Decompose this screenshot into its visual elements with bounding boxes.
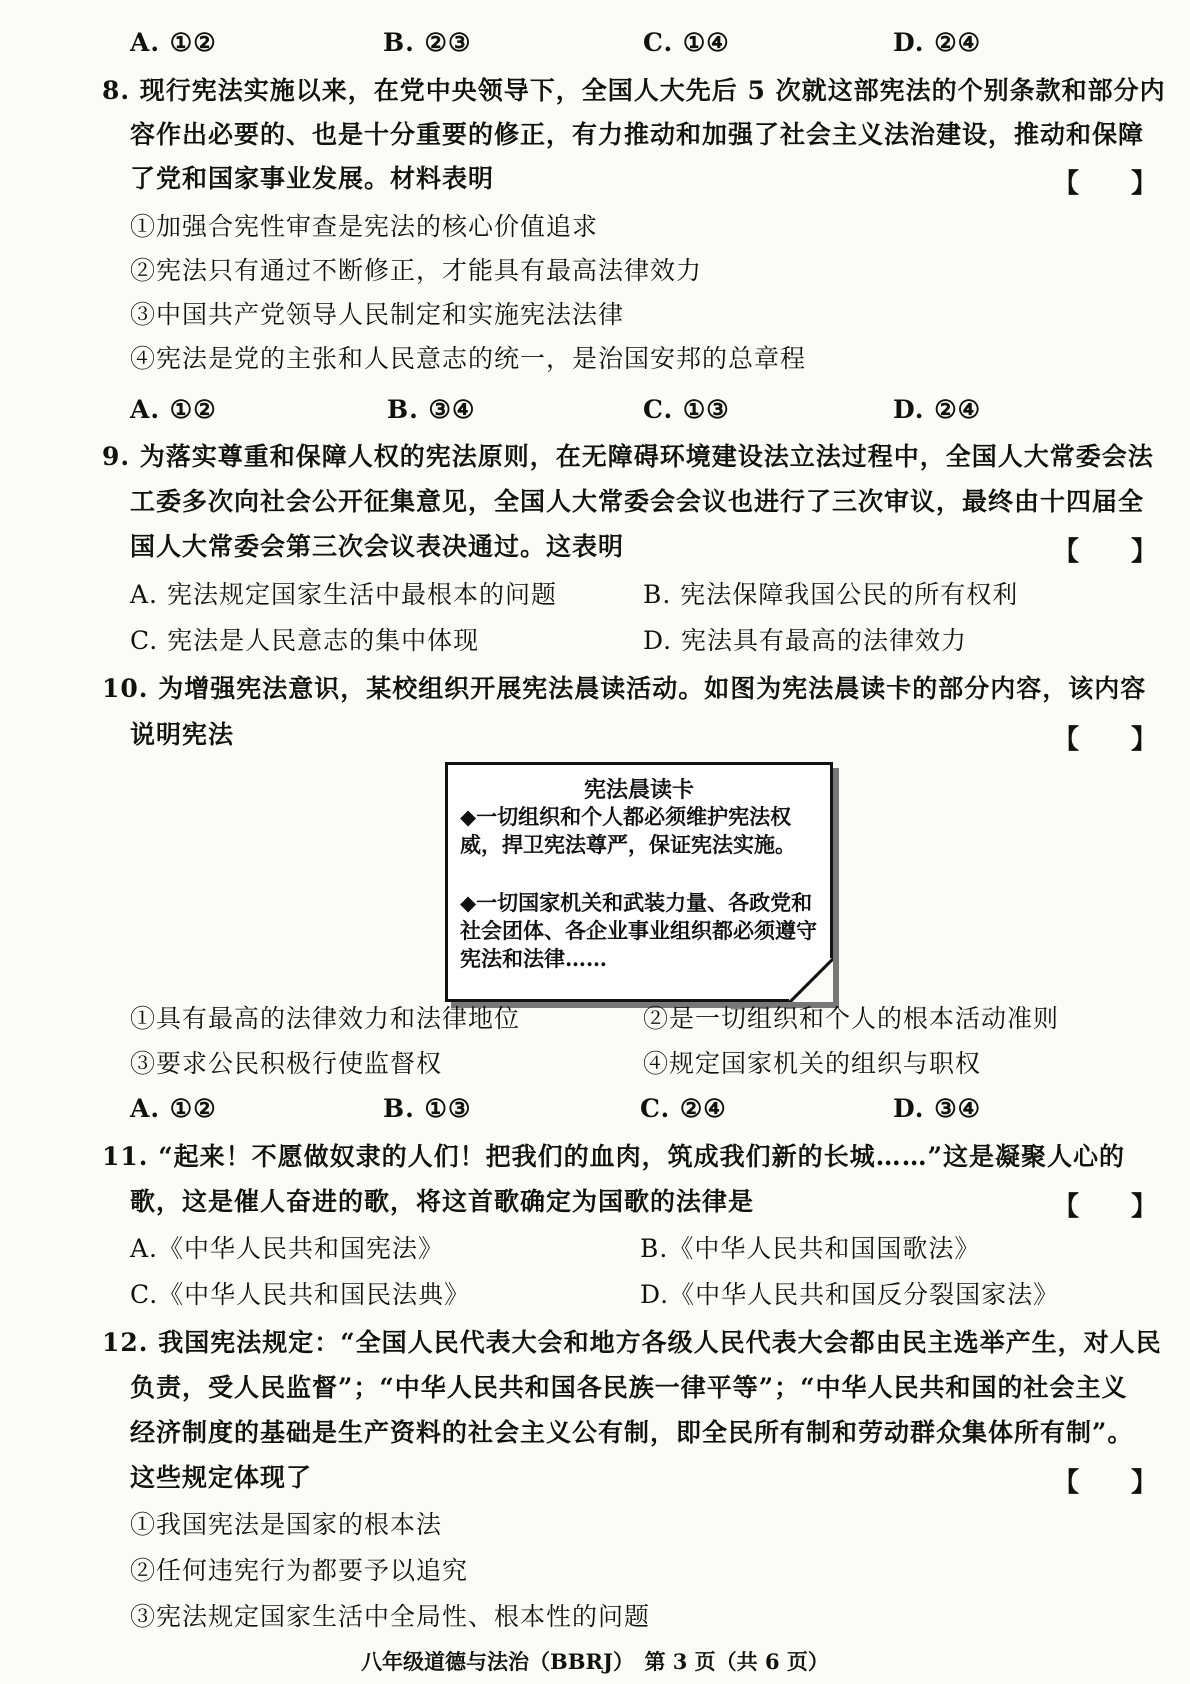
card-item: ◆一切国家机关和武装力量、各政党和社会团体、各企业事业组织都必须遵守宪法和法律…… [460,890,817,971]
q8-statement: ③中国共产党领导人民制定和实施宪法法律 [130,300,625,329]
q8-stem-line: 容作出必要的、也是十分重要的修正，有力推动和加强了社会主义法治建设，推动和保障 [130,120,1145,149]
q10-statement: ④规定国家机关的组织与职权 [643,1049,982,1078]
q11-stem-line: 11. “起来！不愿做奴隶的人们！把我们的血肉，筑成我们新的长城……”这是凝聚人心的 [102,1142,1125,1171]
q12-statement: ①我国宪法是国家的根本法 [130,1510,443,1539]
q12-stem-line: 这些规定体现了 [130,1463,313,1492]
q10-stem-line: 说明宪法 [130,720,235,749]
q10-stem-line: 10. 为增强宪法意识，某校组织开展宪法晨读活动。如图为宪法晨读卡的部分内容，该内容 [102,674,1147,703]
q10-option-b: B. ①③ [383,1094,472,1123]
q11-option-b: B.《中华人民共和国国歌法》 [640,1234,981,1263]
constitution-reading-card [445,762,833,1002]
q12-statement: ③宪法规定国家生活中全局性、根本性的问题 [130,1602,651,1631]
q9-option-b: B. 宪法保障我国公民的所有权利 [643,580,1019,609]
q10-answer-bracket[interactable]: 【 】 [1053,725,1158,755]
q8-option-b: B. ③④ [387,395,476,424]
q10-option-d: D. ③④ [893,1094,982,1123]
q8-stem-line: 了党和国家事业发展。材料表明 [130,164,495,193]
q8-option-d: D. ②④ [893,395,982,424]
q11-option-d: D.《中华人民共和国反分裂国家法》 [640,1280,1060,1309]
q8-statement: ①加强合宪性审查是宪法的核心价值追求 [130,212,599,241]
page-footer: 八年级道德与法治（BBRJ） 第 3 页（共 6 页） [361,1649,829,1674]
q9-stem-line: 工委多次向社会公开征集意见，全国人大常委会会议也进行了三次审议，最终由十四届全 [130,487,1145,516]
q9-option-d: D. 宪法具有最高的法律效力 [643,626,968,655]
q12-stem-line: 经济制度的基础是生产资料的社会主义公有制，即全民所有制和劳动群众集体所有制”。 [130,1418,1134,1447]
q9-option-a: A. 宪法规定国家生活中最根本的问题 [130,580,557,609]
q7-option-b: B. ②③ [383,28,472,57]
q9-stem-line: 9. 为落实尊重和保障人权的宪法原则，在无障碍环境建设法立法过程中，全国人大常委会法 [102,442,1154,471]
q7-option-a: A. ①② [130,28,217,57]
q12-stem-line: 负责，受人民监督”；“中华人民共和国各民族一律平等”；“中华人民共和国的社会主义 [130,1373,1128,1402]
q9-answer-bracket[interactable]: 【 】 [1053,537,1158,567]
q7-option-d: D. ②④ [893,28,982,57]
q11-option-c: C.《中华人民共和国民法典》 [130,1280,471,1309]
q9-option-c: C. 宪法是人民意志的集中体现 [130,626,480,655]
q8-statement: ④宪法是党的主张和人民意志的统一，是治国安邦的总章程 [130,344,807,373]
q8-option-c: C. ①③ [643,395,730,424]
q8-option-a: A. ①② [130,395,217,424]
q8-statement: ②宪法只有通过不断修正，才能具有最高法律效力 [130,256,703,285]
q8-stem-line: 8. 现行宪法实施以来，在党中央领导下，全国人大先后 5 次就这部宪法的个别条款和部分内 [102,76,1166,105]
q10-option-a: A. ①② [130,1094,217,1123]
q11-stem-line: 歌，这是催人奋进的歌，将这首歌确定为国歌的法律是 [130,1187,755,1216]
q10-statement: ③要求公民积极行使监督权 [130,1049,443,1078]
q7-option-c: C. ①④ [643,28,730,57]
q11-answer-bracket[interactable]: 【 】 [1053,1192,1158,1222]
q10-statement: ②是一切组织和个人的根本活动准则 [643,1004,1060,1033]
q12-answer-bracket[interactable]: 【 】 [1053,1468,1158,1498]
q10-statement: ①具有最高的法律效力和法律地位 [130,1004,521,1033]
q11-option-a: A.《中华人民共和国宪法》 [130,1234,445,1263]
q8-answer-bracket[interactable]: 【 】 [1053,169,1158,199]
q12-stem-line: 12. 我国宪法规定：“全国人民代表大会和地方各级人民代表大会都由民主选举产生，对人民 [102,1328,1162,1357]
card-folded-corner [789,958,833,1002]
card-title: 宪法晨读卡 [583,777,694,803]
q9-stem-line: 国人大常委会第三次会议表决通过。这表明 [130,532,625,561]
q10-option-c: C. ②④ [640,1094,727,1123]
card-item: ◆一切组织和个人都必须维护宪法权威，捍卫宪法尊严，保证宪法实施。 [460,804,796,857]
q12-statement: ②任何违宪行为都要予以追究 [130,1556,469,1585]
